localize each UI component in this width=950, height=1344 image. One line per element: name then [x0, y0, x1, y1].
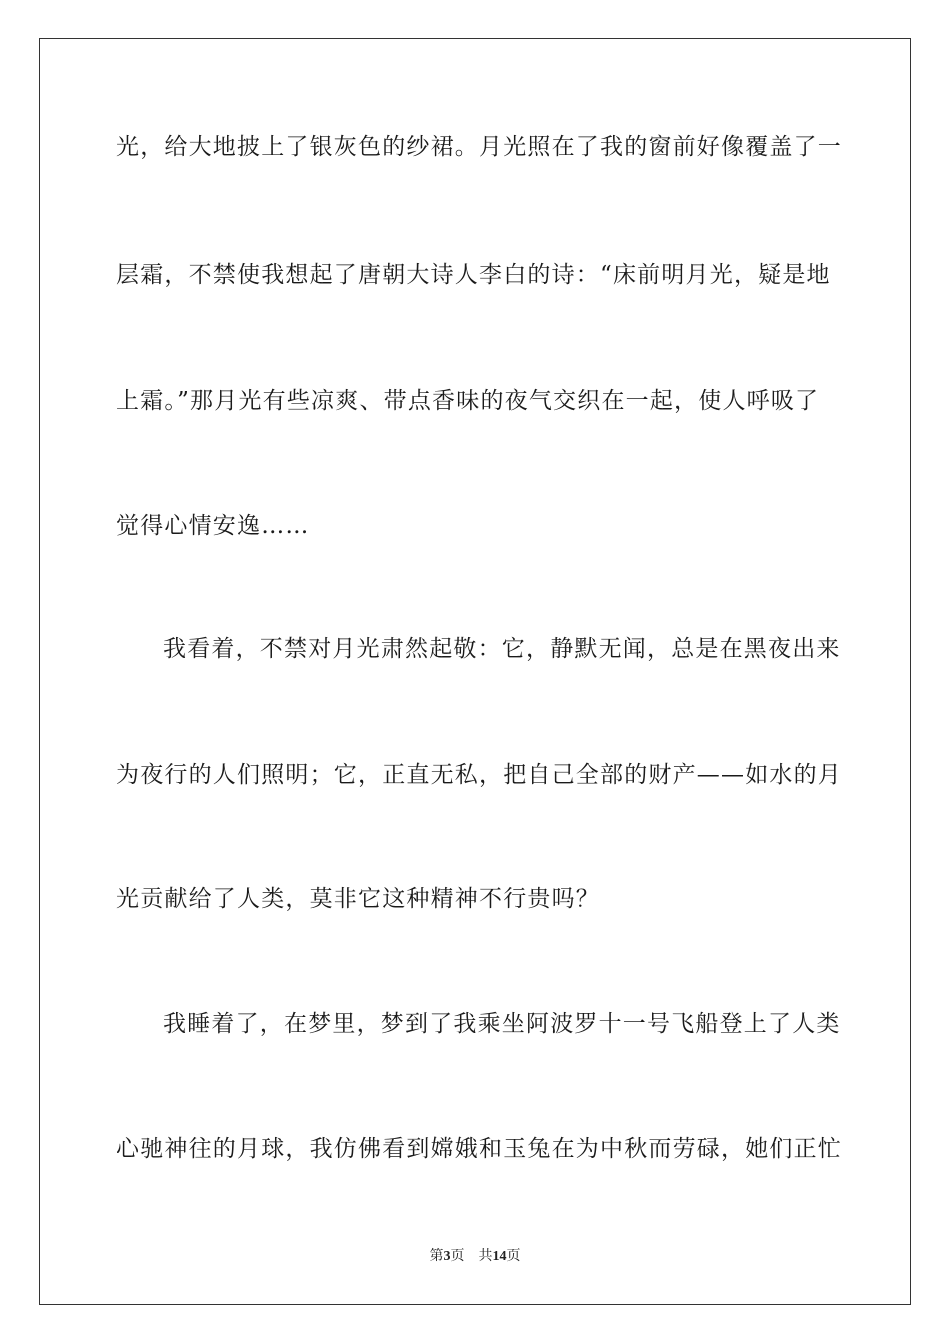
footer-current-page: 3 — [443, 1249, 451, 1264]
text-line: 光，给大地披上了银灰色的纱裙。月光照在了我的窗前好像覆盖了一 — [116, 134, 842, 160]
text-line: 上霜。”那月光有些凉爽、带点香味的夜气交织在一起，使人呼吸了 — [116, 388, 820, 414]
footer-page-suffix: 页 — [450, 1249, 465, 1264]
footer-page-prefix: 第 — [429, 1249, 444, 1264]
footer-total-suffix: 页 — [506, 1249, 521, 1264]
text-line: 层霜，不禁使我想起了唐朝大诗人李白的诗：“床前明月光，疑是地 — [116, 262, 831, 288]
text-line: 我看着，不禁对月光肃然起敬：它，静默无闻，总是在黑夜出来 — [163, 636, 841, 662]
text-line: 觉得心情安逸…… — [116, 513, 310, 539]
text-line: 光贡献给了人类，莫非它这种精神不行贵吗？ — [116, 886, 600, 912]
text-line: 为夜行的人们照明；它，正直无私，把自己全部的财产——如水的月 — [116, 762, 842, 788]
text-line: 我睡着了，在梦里，梦到了我乘坐阿波罗十一号飞船登上了人类 — [163, 1011, 841, 1037]
page-border — [39, 38, 911, 1305]
footer-total-pages: 14 — [492, 1249, 507, 1264]
page-number-footer — [0, 1248, 950, 1266]
text-line: 心驰神往的月球，我仿佛看到嫦娥和玉兔在为中秋而劳碌，她们正忙 — [116, 1136, 842, 1162]
footer-total-prefix: 共 — [478, 1249, 493, 1264]
